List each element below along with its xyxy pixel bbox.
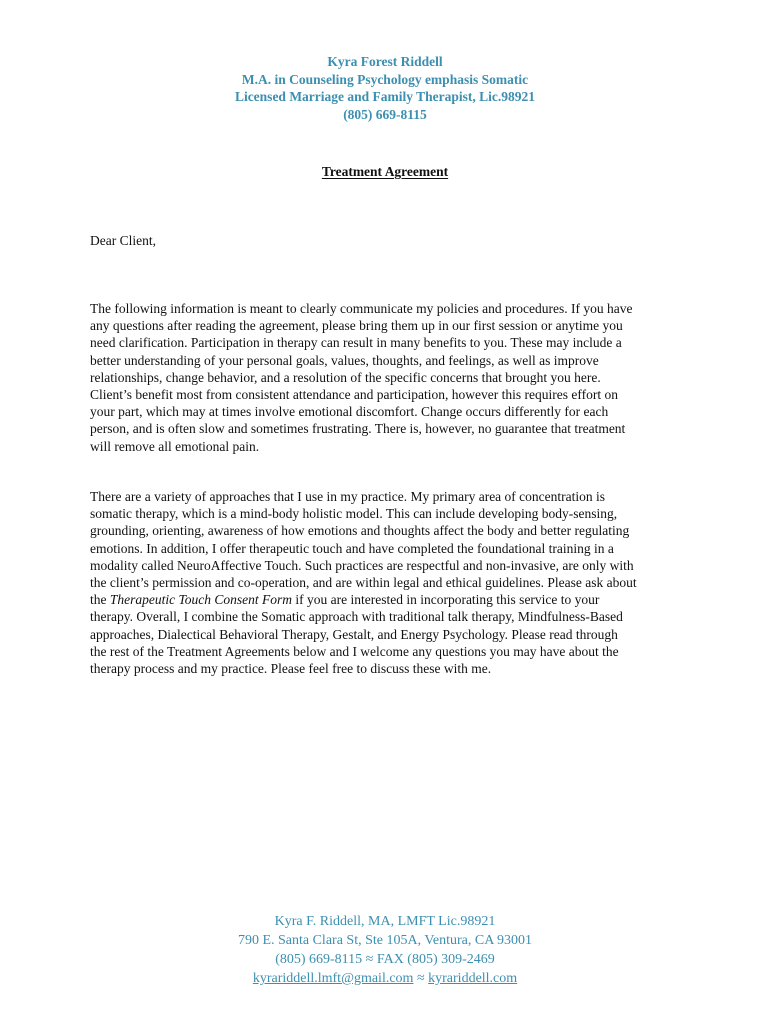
therapist-degree: M.A. in Counseling Psychology emphasis Somatic	[241, 71, 529, 87]
paragraph-line: your part, which may at times involve emotional discomfort. Change occurs differently for each	[90, 404, 609, 420]
footer-contact	[0, 950, 770, 969]
document-title: Treatment Agreement	[321, 164, 449, 179]
footer-fax: FAX (805) 309-2469	[376, 952, 495, 967]
footer-address: 790 E. Santa Clara St, Ste 105A, Ventura, CA 93001	[237, 933, 533, 948]
therapist-phone: (805) 669-8115	[343, 106, 427, 122]
paragraph-line: somatic therapy, which is a mind-body holistic model. This can include developing body-sensing,	[90, 506, 618, 522]
paragraph-line: grounding, orienting, awareness of how emotions and thoughts affect the body and better regulating	[90, 523, 630, 539]
paragraph-line: The following information is meant to clearly communicate my policies and procedures. If you have	[90, 301, 633, 316]
salutation: Dear Client,	[90, 233, 156, 248]
separator-glyph: ≈	[416, 971, 425, 986]
paragraph-line: relationships, change behavior, and a resolution of the specific concerns that brought you here.	[90, 369, 601, 385]
paragraph-line: any questions after reading the agreement, please bring them up in our first session or anytime you	[90, 318, 623, 334]
paragraph-line: Client’s benefit most from consistent attendance and participation, however this requires effort on	[90, 387, 618, 403]
paragraph-line: therapy. Overall, I combine the Somatic approach with traditional talk therapy, Mindfulness-Based	[90, 609, 623, 625]
form-prefix: the	[90, 592, 110, 608]
paragraph-approaches	[90, 488, 690, 677]
therapist-license: Licensed Marriage and Family Therapist, Lic.98921	[234, 89, 536, 104]
footer-links	[0, 969, 770, 988]
paragraph-line: will remove all emotional pain.	[90, 438, 260, 454]
consent-form-name: Therapeutic Touch Consent Form	[109, 592, 292, 608]
paragraph-line: therapy process and my practice. Please feel free to discuss these with me.	[90, 661, 492, 677]
email-link[interactable]: kyrariddell.lmft@gmail.com	[252, 971, 414, 986]
paragraph-line: need clarification. Participation in therapy can result in many benefits to you. These may include a	[90, 335, 622, 351]
footer	[0, 912, 770, 988]
paragraph-line: modality called NeuroAffective Touch. Such practices are respectful and non-invasive, are only with	[90, 557, 634, 573]
paragraph-line-form-reference	[90, 591, 690, 608]
footer-phone: (805) 669-8115	[275, 952, 363, 967]
paragraph-line: approaches, Dialectical Behavioral Therapy, Gestalt, and Energy Psychology. Please read through	[90, 626, 618, 642]
paragraph-line: There are a variety of approaches that I use in my practice. My primary area of concentration is	[90, 489, 606, 504]
paragraph-line: emotions. In addition, I offer therapeutic touch and have completed the foundational training in a	[90, 540, 614, 556]
form-suffix: if you are interested in incorporating this service to your	[292, 592, 600, 608]
separator-glyph: ≈	[365, 952, 374, 967]
letterhead	[0, 53, 770, 123]
paragraph-policies	[90, 300, 690, 455]
paragraph-line: better understanding of your personal goals, values, thoughts, and feelings, as well as improve	[90, 352, 599, 368]
footer-credentials: Kyra F. Riddell, MA, LMFT Lic.98921	[274, 914, 496, 929]
website-link[interactable]: kyrariddell.com	[428, 971, 518, 986]
paragraph-line: the rest of the Treatment Agreements below and I welcome any questions you may have about the	[90, 643, 619, 659]
paragraph-line: the client’s permission and co-operation, and are within legal and ethical guidelines. Please ask about	[90, 575, 637, 591]
paragraph-line: person, and is often slow and sometimes frustrating. There is, however, no guarantee that treatment	[90, 421, 626, 437]
therapist-name: Kyra Forest Riddell	[327, 54, 443, 69]
